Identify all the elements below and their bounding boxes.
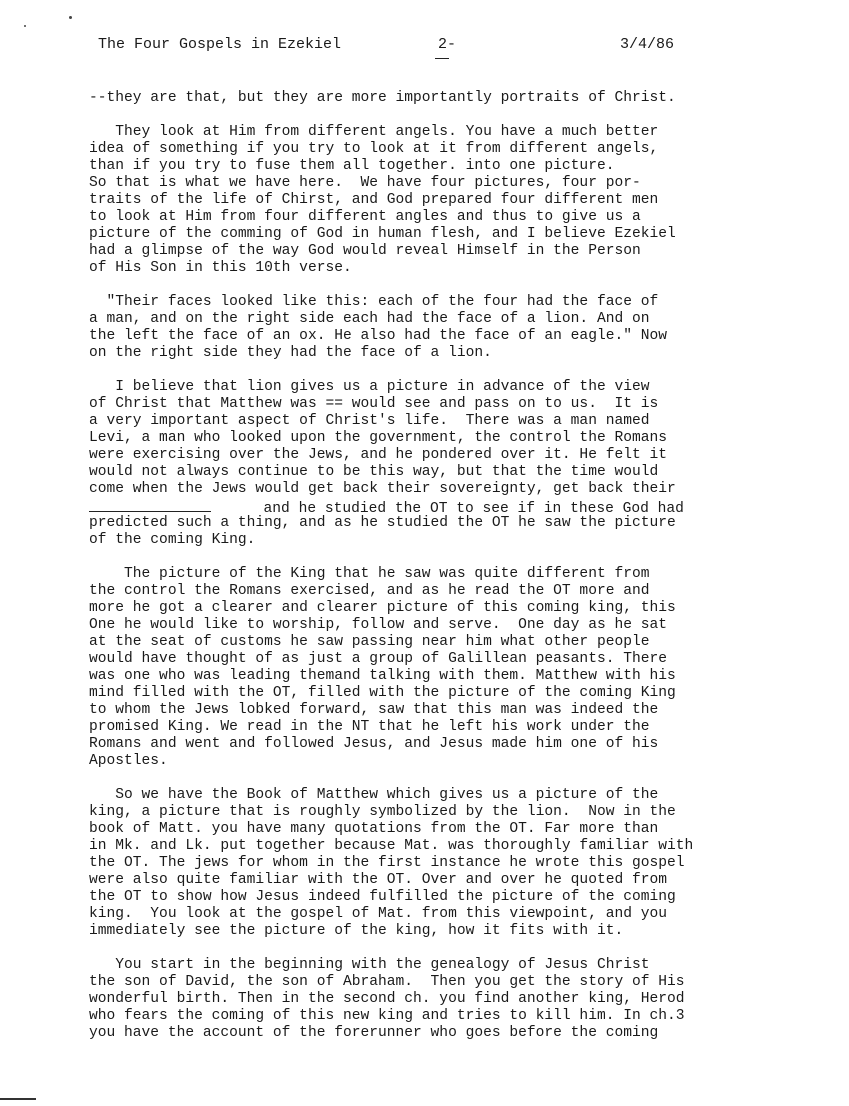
text-line: Romans and went and followed Jesus, and Jesus made him one of his <box>89 736 659 752</box>
text-line: the son of David, the son of Abraham. Then you get the story of His <box>89 974 685 990</box>
text-line-with-blank <box>89 498 789 515</box>
text-line: idea of something if you try to look at it from different angels, <box>89 141 659 157</box>
text-line: Levi, a man who looked upon the government, the control the Romans <box>89 430 668 446</box>
text-line: king. You look at the gospel of Mat. from this viewpoint, and you <box>89 906 668 922</box>
scan-edge-mark <box>0 1098 36 1100</box>
text-line: "Their faces looked like this: each of the four had the face of <box>89 294 659 310</box>
text-line: would not always continue to be this way, but that the time would <box>89 464 659 480</box>
text-line: the OT to show how Jesus indeed fulfilled the picture of the coming <box>89 889 676 905</box>
text-line: on the right side they had the face of a lion. <box>89 345 492 361</box>
text-line: --they are that, but they are more importantly portraits of Christ. <box>89 90 676 106</box>
text-line: had a glimpse of the way God would reveal Himself in the Person <box>89 243 641 259</box>
text-line-rest: and he studied the OT to see if in these God had <box>211 501 684 517</box>
text-line: I believe that lion gives us a picture in advance of the view <box>89 379 650 395</box>
paragraph <box>89 90 789 107</box>
text-line: who fears the coming of this new king and tries to kill him. In ch.3 <box>89 1008 685 1024</box>
page-number-underline <box>435 58 449 59</box>
text-line: So we have the Book of Matthew which gives us a picture of the <box>89 787 659 803</box>
paragraph <box>89 957 789 1042</box>
text-line: wonderful birth. Then in the second ch. you find another king, Herod <box>89 991 685 1007</box>
text-line: would have thought of as just a group of Galillean peasants. There <box>89 651 668 667</box>
text-line: So that is what we have here. We have four pictures, four por- <box>89 175 641 191</box>
page-number: 2- <box>438 36 457 53</box>
text-line: immediately see the picture of the king, how it fits with it. <box>89 923 624 939</box>
paragraph <box>89 379 789 549</box>
text-line: of His Son in this 10th verse. <box>89 260 352 276</box>
text-line: book of Matt. you have many quotations from the OT. Far more than <box>89 821 659 837</box>
text-line: king, a picture that is roughly symbolized by the lion. Now in the <box>89 804 676 820</box>
paragraph <box>89 124 789 277</box>
text-line: One he would like to worship, follow and serve. One day as he sat <box>89 617 668 633</box>
text-line: They look at Him from different angels. You have a much better <box>89 124 659 140</box>
text-line: in Mk. and Lk. put together because Mat. was thoroughly familiar with <box>89 838 694 854</box>
text-line: The picture of the King that he saw was quite different from <box>89 566 650 582</box>
scan-speck <box>24 25 26 27</box>
text-line: the left the face of an ox. He also had the face of an eagle." Now <box>89 328 668 344</box>
text-line: at the seat of customs he saw passing near him what other people <box>89 634 650 650</box>
text-line: were also quite familiar with the OT. Over and over he quoted from <box>89 872 668 888</box>
text-line: were exercising over the Jews, and he pondered over it. He felt it <box>89 447 668 463</box>
fill-in-blank <box>89 498 211 512</box>
text-line: predicted such a thing, and as he studied the OT he saw the picture <box>89 515 676 531</box>
text-line: you have the account of the forerunner who goes before the coming <box>89 1025 659 1041</box>
text-line: You start in the beginning with the genealogy of Jesus Christ <box>89 957 650 973</box>
text-line: than if you try to fuse them all together. into one picture. <box>89 158 615 174</box>
text-line: more he got a clearer and clearer picture of this coming king, this <box>89 600 676 616</box>
paragraph <box>89 787 789 940</box>
document-body <box>89 90 789 1042</box>
text-line: come when the Jews would get back their sovereignty, get back their <box>89 481 676 497</box>
paragraph <box>89 566 789 770</box>
text-line: to look at Him from four different angles and thus to give us a <box>89 209 641 225</box>
text-line: of the coming King. <box>89 532 256 548</box>
document-date: 3/4/86 <box>620 36 675 53</box>
text-line: traits of the life of Chirst, and God prepared four different men <box>89 192 659 208</box>
text-line: picture of the comming of God in human flesh, and I believe Ezekiel <box>89 226 676 242</box>
document-title: The Four Gospels in Ezekiel <box>98 36 342 53</box>
paragraph <box>89 294 789 362</box>
text-line: a man, and on the right side each had the face of a lion. And on <box>89 311 650 327</box>
text-line: promised King. We read in the NT that he left his work under the <box>89 719 650 735</box>
text-line: Apostles. <box>89 753 168 769</box>
text-line: the control the Romans exercised, and as he read the OT more and <box>89 583 650 599</box>
text-line: the OT. The jews for whom in the first instance he wrote this gospel <box>89 855 685 871</box>
page-header <box>98 36 718 60</box>
text-line: of Christ that Matthew was == would see and pass on to us. It is <box>89 396 659 412</box>
scan-speck <box>69 16 72 19</box>
text-line: was one who was leading themand talking with them. Matthew with his <box>89 668 676 684</box>
text-line: to whom the Jews lobked forward, saw that this man was indeed the <box>89 702 659 718</box>
text-line: a very important aspect of Christ's life. There was a man named <box>89 413 650 429</box>
text-line: mind filled with the OT, filled with the picture of the coming King <box>89 685 676 701</box>
